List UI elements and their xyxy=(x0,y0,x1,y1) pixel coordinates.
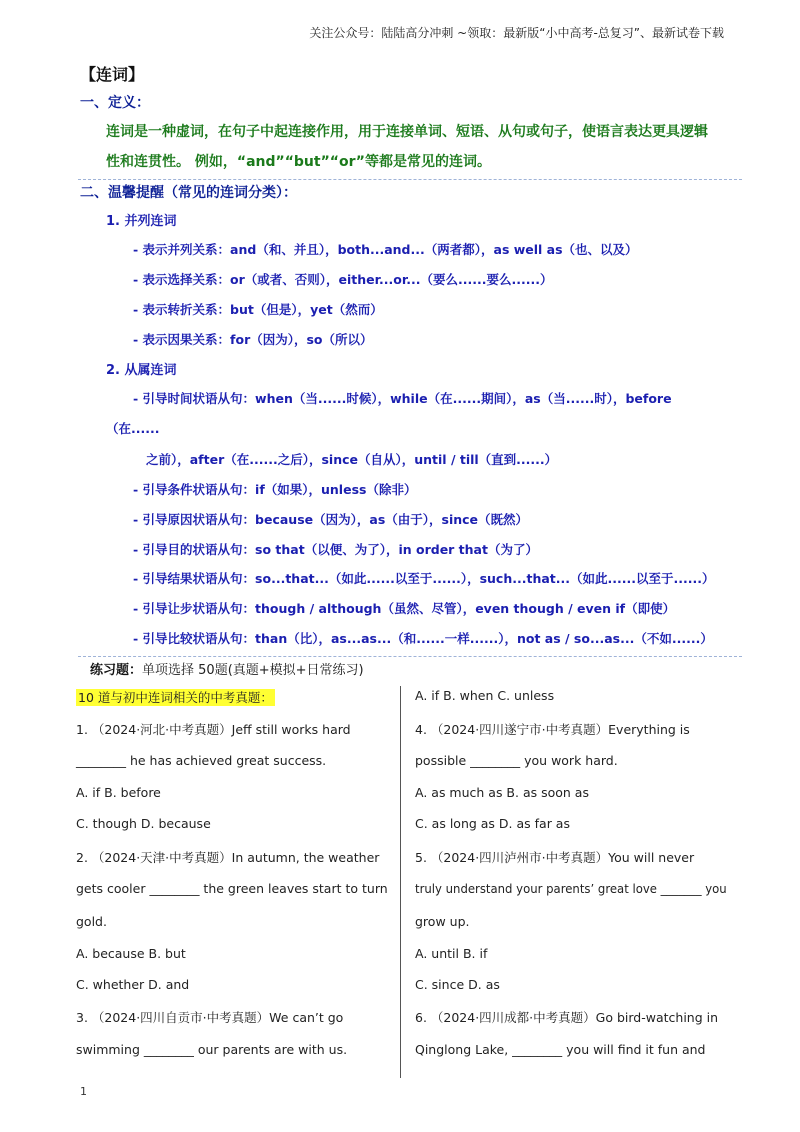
answer-options: C. since D. as xyxy=(415,977,500,992)
definition-heading: 一、定义： xyxy=(80,95,150,111)
definition-line-2: 性和连贯性。 例如，“and”“but”“or”等都是常见的连词。 xyxy=(106,154,491,170)
answer-options: A. because B. but xyxy=(76,946,186,961)
answer-options: A. if B. when C. unless xyxy=(415,688,555,703)
exercise-description: 单项选择 50题(真题+模拟+日常练习) xyxy=(142,663,364,678)
question-line: 2. （2024·天津·中考真题）In autumn, the weather xyxy=(76,850,380,865)
question-line: gets cooler ________ the green leaves start to turn xyxy=(76,881,388,896)
question-line: 6. （2024·四川成都·中考真题）Go bird-watching in xyxy=(415,1010,719,1025)
divider xyxy=(78,179,742,180)
column-divider xyxy=(400,686,401,1078)
page-number: 1 xyxy=(80,1085,87,1098)
question-line: grow up. xyxy=(415,914,470,929)
coordinating-item: - 表示转折关系：but（但是），yet（然而） xyxy=(133,302,383,317)
exercise-heading xyxy=(90,659,364,678)
page-title: 【连词】 xyxy=(80,65,145,84)
coordinating-item: - 表示选择关系：or（或者、否则），either...or...（要么......要么......） xyxy=(133,272,553,287)
answer-options: C. though D. because xyxy=(76,816,211,831)
question-line: Qinglong Lake, ________ you will find it fun and xyxy=(415,1042,706,1057)
question-line: swimming ________ our parents are with us. xyxy=(76,1042,348,1057)
subordinating-item: - 引导结果状语从句：so...that...（如此......以至于......），such...that...（如此......以至于......） xyxy=(133,571,715,586)
question-line: gold. xyxy=(76,914,107,929)
exam-highlight: 10 道与初中连词相关的中考真题： xyxy=(78,690,273,705)
subordinating-item: - 引导比较状语从句：than（比），as...as...（和......一样......），not as / so...as...（不如......） xyxy=(133,631,713,646)
time-clause-line-3: 之前），after（在......之后），since（自从），until / till（直到......） xyxy=(146,452,558,467)
question-line: possible ________ you work hard. xyxy=(415,753,618,768)
exercise-label: 练习题： xyxy=(90,663,143,678)
coordinating-item: - 表示因果关系：for（因为），so（所以） xyxy=(133,332,373,347)
question-line: 1. （2024·河北·中考真题）Jeff still works hard xyxy=(76,722,351,737)
answer-options: C. as long as D. as far as xyxy=(415,816,570,831)
time-clause-line-1: - 引导时间状语从句：when（当......时候），while（在......期间），as（当......时），before xyxy=(133,391,672,406)
reminder-heading: 二、温馨提醒（常见的连词分类）： xyxy=(80,185,297,201)
subordinating-title: 2. 从属连词 xyxy=(106,363,177,378)
definition-line-1: 连词是一种虚词，在句子中起连接作用，用于连接单词、短语、从句或句子，使语言表达更具逻辑 xyxy=(106,124,708,140)
answer-options: A. until B. if xyxy=(415,946,488,961)
question-line: ________ he has achieved great success. xyxy=(76,753,327,768)
page-header: 关注公众号：陆陆高分冲刺 ~领取：最新版“小中高考-总复习”、最新试卷下载 xyxy=(309,26,724,40)
question-line: 5. （2024·四川泸州市·中考真题）You will never xyxy=(415,850,695,865)
coordinating-title: 1. 并列连词 xyxy=(106,214,177,229)
time-clause-line-2: （在...... xyxy=(106,421,160,436)
question-line: truly understand your parents’ great love _______ you xyxy=(415,881,727,896)
coordinating-item: - 表示并列关系：and（和、并且），both...and...（两者都），as well as（也、以及） xyxy=(133,242,638,257)
subordinating-item: - 引导目的状语从句：so that（以便、为了），in order that（为了） xyxy=(133,542,538,557)
subordinating-item: - 引导让步状语从句：though / although（虽然、尽管），even though / even if（即使） xyxy=(133,601,676,616)
question-line: 4. （2024·四川遂宁市·中考真题）Everything is xyxy=(415,722,690,737)
answer-options: A. as much as B. as soon as xyxy=(415,785,589,800)
question-line: 3. （2024·四川自贡市·中考真题）We can’t go xyxy=(76,1010,344,1025)
subordinating-item: - 引导原因状语从句：because（因为），as（由于），since（既然） xyxy=(133,512,529,527)
answer-options: A. if B. before xyxy=(76,785,161,800)
subordinating-item: - 引导条件状语从句：if（如果），unless（除非） xyxy=(133,482,417,497)
divider xyxy=(78,656,742,657)
answer-options: C. whether D. and xyxy=(76,977,190,992)
